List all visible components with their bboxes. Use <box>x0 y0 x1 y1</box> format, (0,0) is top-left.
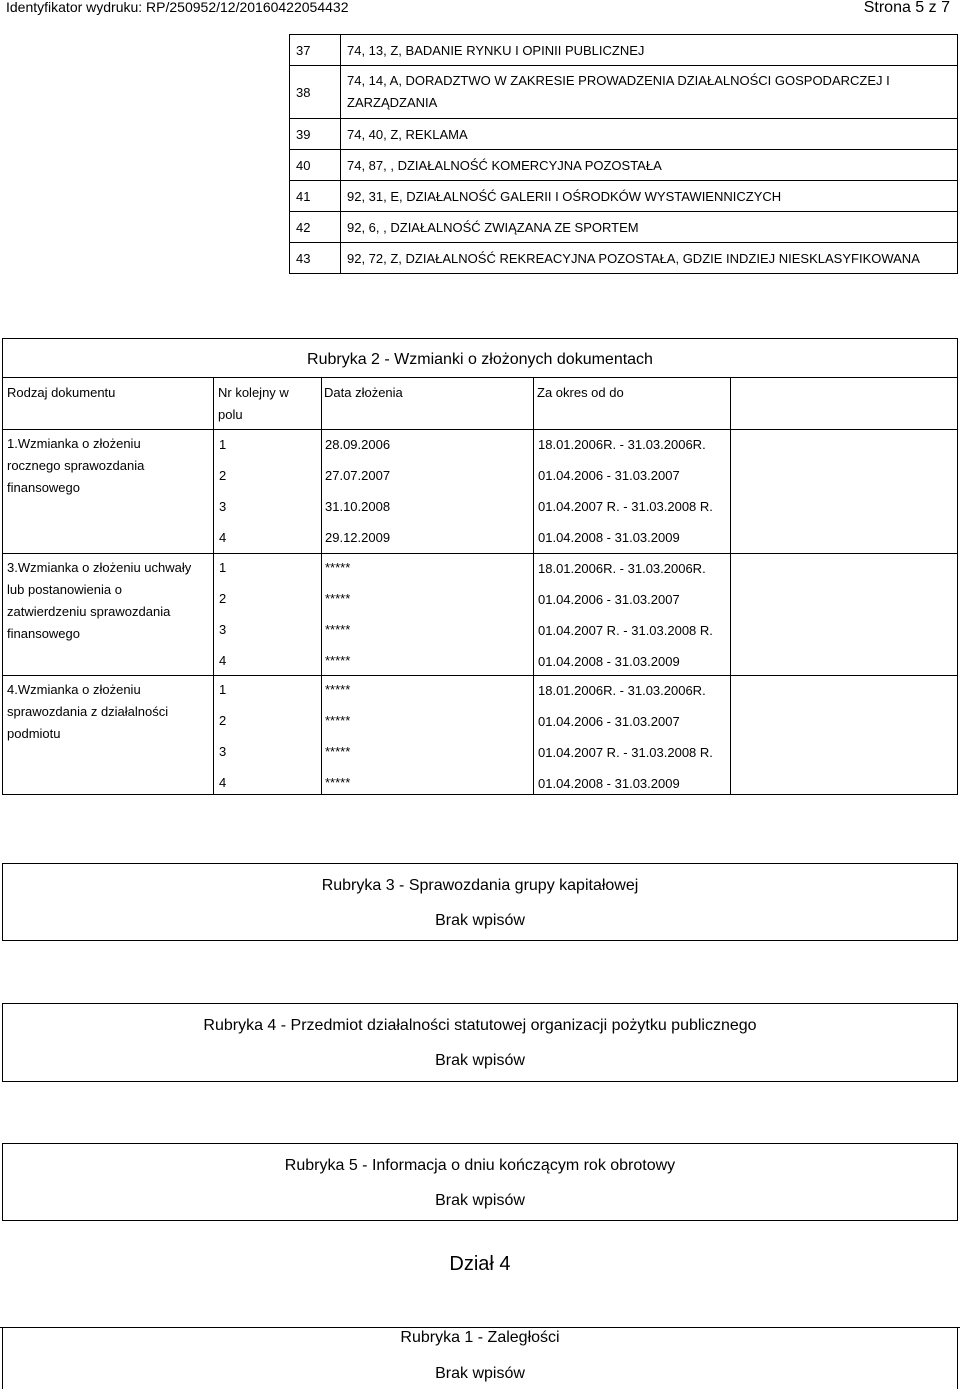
entry-date: 31.10.2008 <box>325 499 391 514</box>
divider <box>321 377 322 794</box>
entry-period: 18.01.2006R. - 31.03.2006R. <box>538 561 706 576</box>
rubryka-2-section <box>2 338 958 795</box>
document-type: rocznego sprawozdania <box>7 458 145 473</box>
rubryka-4-section <box>2 1003 958 1082</box>
empty-state: Brak wpisów <box>435 912 525 929</box>
section-title: Rubryka 2 - Wzmianki o złożonych dokumentach <box>307 351 653 368</box>
divider <box>3 553 957 554</box>
divider <box>3 377 957 378</box>
row-text: 92, 6, , DZIAŁALNOŚĆ ZWIĄZANA ZE SPORTEM <box>341 212 958 243</box>
row-text: 74, 13, Z, BADANIE RYNKU I OPINII PUBLICZNEJ <box>341 35 958 66</box>
row-number: 39 <box>290 119 341 150</box>
row-number: 42 <box>290 212 341 243</box>
entry-date: ***** <box>325 622 351 637</box>
entry-number: 1 <box>219 560 227 575</box>
row-text-line: ZARZĄDZANIA <box>347 95 438 110</box>
section-title: Rubryka 1 - Zaległości <box>400 1329 560 1346</box>
entry-period: 01.04.2007 R. - 31.03.2008 R. <box>538 499 713 514</box>
d4-rubryka-1-section <box>0 1327 960 1389</box>
entry-date: ***** <box>325 713 351 728</box>
entry-period: 18.01.2006R. - 31.03.2006R. <box>538 683 706 698</box>
column-header-period: Za okres od do <box>537 385 624 400</box>
column-header-number-line2: polu <box>218 407 243 422</box>
entry-period: 01.04.2008 - 31.03.2009 <box>538 530 680 545</box>
divider <box>3 675 957 676</box>
entry-date: ***** <box>325 775 351 790</box>
division-title: Dział 4 <box>449 1253 511 1275</box>
table-row <box>290 66 958 119</box>
column-header-document: Rodzaj dokumentu <box>7 385 116 400</box>
column-header-date: Data złożenia <box>324 385 403 400</box>
entry-number: 4 <box>219 530 227 545</box>
table-row <box>290 212 958 243</box>
row-text-line: 74, 14, A, DORADZTWO W ZAKRESIE PROWADZENIA DZIAŁALNOŚCI GOSPODARCZEJ I <box>347 73 890 88</box>
entry-period: 01.04.2006 - 31.03.2007 <box>538 592 680 607</box>
row-text: 74, 87, , DZIAŁALNOŚĆ KOMERCYJNA POZOSTAŁA <box>341 150 958 181</box>
entry-period: 01.04.2008 - 31.03.2009 <box>538 654 680 669</box>
entry-date: 28.09.2006 <box>325 437 391 452</box>
entry-period: 01.04.2006 - 31.03.2007 <box>538 468 680 483</box>
document-type: 3.Wzmianka o złożeniu uchwały <box>7 560 192 575</box>
divider <box>213 377 214 794</box>
row-number: 37 <box>290 35 341 66</box>
divider <box>0 1327 960 1328</box>
entry-number: 2 <box>219 468 227 483</box>
row-text: 74, 40, Z, REKLAMA <box>341 119 958 150</box>
divider <box>533 377 534 794</box>
entry-number: 4 <box>219 775 227 790</box>
entry-number: 3 <box>219 744 227 759</box>
print-header <box>0 0 960 16</box>
document-type: zatwierdzeniu sprawozdania <box>7 604 171 619</box>
row-text: 92, 31, E, DZIAŁALNOŚĆ GALERII I OŚRODKÓW WYSTAWIENNICZYCH <box>341 181 958 212</box>
print-identifier: Identyfikator wydruku: RP/250952/12/20160422054432 <box>6 0 349 15</box>
document-type: sprawozdania z działalności <box>7 704 169 719</box>
table-row <box>290 35 958 66</box>
entry-number: 3 <box>219 499 227 514</box>
entry-date: ***** <box>325 591 351 606</box>
row-number: 40 <box>290 150 341 181</box>
entry-number: 2 <box>219 713 227 728</box>
document-type: 1.Wzmianka o złożeniu <box>7 436 141 451</box>
section-title: Rubryka 5 - Informacja o dniu kończącym rok obrotowy <box>284 1157 676 1174</box>
entry-number: 3 <box>219 622 227 637</box>
entry-period: 01.04.2006 - 31.03.2007 <box>538 714 680 729</box>
section-title: Rubryka 4 - Przedmiot działalności statutowej organizacji pożytku publicznego <box>203 1017 757 1034</box>
row-number: 43 <box>290 243 341 274</box>
table-row <box>290 181 958 212</box>
entry-number: 1 <box>219 437 227 452</box>
entry-date: 29.12.2009 <box>325 530 391 545</box>
rubryka-5-section <box>2 1143 958 1221</box>
divider <box>730 377 731 794</box>
entry-date: ***** <box>325 682 351 697</box>
table-row <box>290 119 958 150</box>
entry-period: 01.04.2008 - 31.03.2009 <box>538 776 680 791</box>
entry-date: 27.07.2007 <box>325 468 391 483</box>
document-type: podmiotu <box>7 726 61 741</box>
document-type: lub postanowienia o <box>7 582 122 597</box>
pkd-table <box>289 34 958 274</box>
column-header-number: Nr kolejny w <box>218 385 289 400</box>
entry-date: ***** <box>325 653 351 668</box>
document-type: finansowego <box>7 480 80 495</box>
row-text <box>341 66 958 119</box>
row-text: 92, 72, Z, DZIAŁALNOŚĆ REKREACYJNA POZOSTAŁA, GDZIE INDZIEJ NIESKLASYFIKOWANA <box>341 243 958 274</box>
rubryka-3-section <box>2 863 958 941</box>
empty-state: Brak wpisów <box>435 1365 525 1382</box>
row-number: 41 <box>290 181 341 212</box>
entry-number: 1 <box>219 682 227 697</box>
empty-state: Brak wpisów <box>435 1192 525 1209</box>
entry-period: 01.04.2007 R. - 31.03.2008 R. <box>538 745 713 760</box>
entry-period: 01.04.2007 R. - 31.03.2008 R. <box>538 623 713 638</box>
document-type: 4.Wzmianka o złożeniu <box>7 682 141 697</box>
table-row <box>290 243 958 274</box>
section-title: Rubryka 3 - Sprawozdania grupy kapitałowej <box>321 877 639 894</box>
entry-date: ***** <box>325 560 351 575</box>
entry-date: ***** <box>325 744 351 759</box>
table-row <box>290 150 958 181</box>
document-type: finansowego <box>7 626 80 641</box>
entry-number: 4 <box>219 653 227 668</box>
entry-period: 18.01.2006R. - 31.03.2006R. <box>538 437 706 452</box>
page-indicator: Strona 5 z 7 <box>863 0 950 16</box>
entry-number: 2 <box>219 591 227 606</box>
empty-state: Brak wpisów <box>435 1052 525 1069</box>
divider <box>3 429 957 430</box>
row-number: 38 <box>290 66 341 119</box>
